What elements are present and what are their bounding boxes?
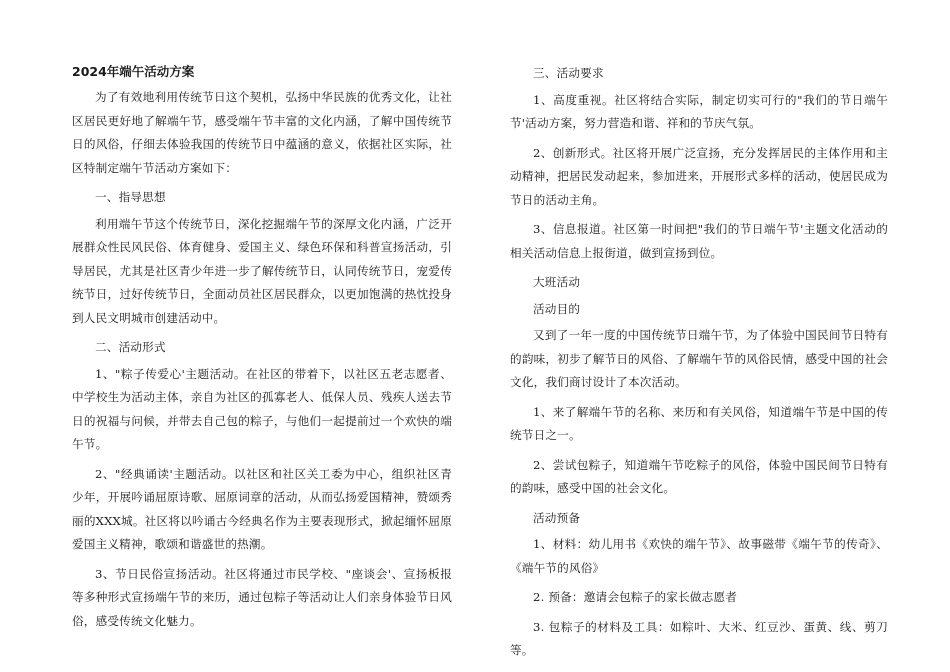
goal-item-2: 2、尝试包粽子，知道端午节吃粽子的风俗，体验中国民间节日特有的韵味，感受中国的社会文化。 [510,457,888,495]
activity-form-item-3: 3、节日民俗宣扬活动。社区将通过市民学校、"座谈会'、宣扬板报等多种形式宣扬端午节的来历，通过包粽子等活动让人们亲身体验节日风俗，感受传统文化魅力。 [72,566,452,628]
activity-goal-heading: 活动目的 [533,301,581,316]
preparation-item-2: 2. 预备：邀请会包粽子的家长做志愿者 [533,590,738,604]
preparation-item-3: 3. 包粽子的材料及工具：如粽叶、大米、红豆沙、蛋黄、线、剪刀等。 [510,619,888,657]
intro-paragraph: 为了有效地利用传统节日这个契机，弘扬中华民族的优秀文化，让社区居民更好地了解端午节，感受端午节丰富的文化内涵，了解中国传统节日的风俗，仔细去体验我国的传统节日中蕴涵的意义，依据社区实际，社区特制定端午节活动方案如下： [72,90,452,175]
section-heading-requirements: 三、活动要求 [533,66,604,80]
requirement-item-1: 1、高度重视。社区将结合实际，制定切实可行的"我们的节日端午节'活动方案，努力营造和谐、祥和的节庆气氛。 [510,92,888,130]
activity-goal-paragraph: 又到了一年一度的中国传统节日端午节，为了体验中国民间节日特有的韵味，初步了解节日的风俗、了解端午节的风俗民情，感受中国的社会文化，我们商讨设计了本次活动。 [510,328,888,389]
preparation-item-1: 1、材料：幼儿用书《欢快的端午节》、故事磁带《端午节的传奇》、《端午节的风俗》 [510,537,888,575]
activity-form-item-2: 2、"经典诵读'主题活动。以社区和社区关工委为中心，组织社区青少年，开展吟诵屈原诗歌、屈原词章的活动，从而弘扬爱国精神，赞颂秀丽的XXX城。社区将以吟诵古今经典名作为主要表现形式，掀起缅怀屈原爱国主义精神，歌颂和谐盛世的热潮。 [72,466,452,551]
left-column [72,62,452,639]
guiding-ideology-paragraph: 利用端午节这个传统节日，深化挖掘端午节的深厚文化内涵，广泛开展群众性民风民俗、体育健身、爱国主义、绿色环保和科普宣扬活动，引导居民，尤其是社区青少年进一步了解传统节日，认同传统节日，宠爱传统节日，过好传统节日，全面动员社区居民群众，以更加饱满的热忱投身到人民文明城市创建活动中。 [72,216,452,325]
requirement-item-3: 3、信息报道。社区第一时间把"我们的节日端午节'主题文化活动的相关活动信息上报街道，做到宣扬到位。 [510,222,888,260]
preparation-heading: 活动预备 [533,510,581,525]
right-column [510,62,888,669]
class-activity-heading: 大班活动 [533,275,581,289]
goal-item-1: 1、来了解端午节的名称、来历和有关风俗，知道端午节是中国的传统节日之一。 [510,404,888,442]
section-heading-guiding-ideology: 一、指导思想 [95,190,166,204]
section-heading-activity-forms: 二、活动形式 [95,340,166,354]
document-title: 2024年端午活动方案 [72,64,195,79]
activity-form-item-1: 1、"粽子传爱心'主题活动。在社区的带着下，以社区五老志愿者、中学校生为活动主体，亲自为社区的孤寡老人、低保人员、残疾人送去节日的祝福与问候，并带去自己包的粽子，与他们一起提前过一个欢快的端午节。 [72,366,452,451]
requirement-item-2: 2、创新形式。社区将开展广泛宣扬，充分发挥居民的主体作用和主动精神，把居民发动起来，参加进来，开展形式多样的活动，使居民成为节日的活动主角。 [510,145,888,207]
